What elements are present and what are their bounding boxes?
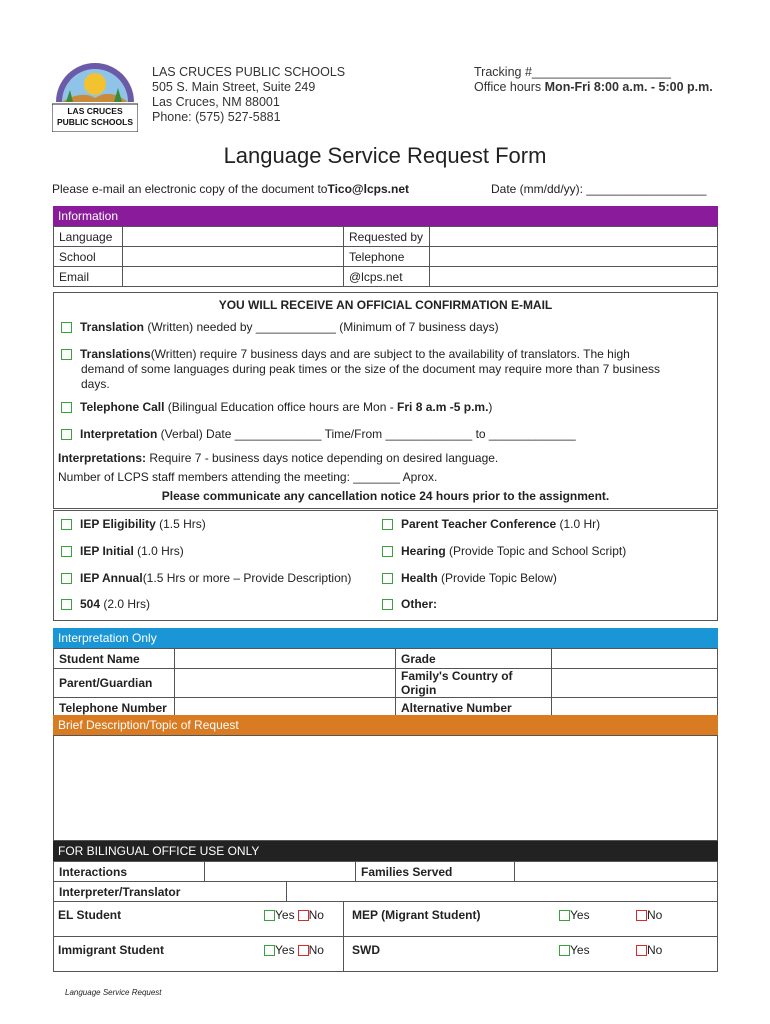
interpretation-option[interactable]: Interpretation (Verbal) Date _____________ Time/From _____________ to _____________ (61, 427, 576, 442)
org-phone: Phone: (575) 527-5881 (152, 110, 281, 124)
meeting-iep-eligibility[interactable]: IEP Eligibility (1.5 Hrs) (61, 517, 206, 532)
mep-yes-checkbox[interactable] (559, 910, 570, 921)
mep-label: MEP (Migrant Student) (352, 908, 481, 922)
immigrant-no-checkbox[interactable] (298, 945, 309, 956)
immigrant-label: Immigrant Student (58, 943, 165, 957)
school-field[interactable] (123, 247, 344, 267)
interpreter-field[interactable] (287, 882, 718, 902)
email-domain: @lcps.net (344, 267, 430, 287)
el-student-label: EL Student (58, 908, 122, 922)
iep-annual-checkbox[interactable] (61, 573, 72, 584)
swd-label: SWD (352, 943, 380, 957)
parent-label: Parent/Guardian (54, 669, 175, 698)
logo-text (52, 106, 138, 128)
staff-count-line[interactable]: Number of LCPS staff members attending the meeting: _______ Aprox. (58, 470, 438, 484)
meeting-other[interactable]: Other: (382, 597, 437, 612)
translation-option[interactable]: Translation (Written) needed by ____________ (Minimum of 7 business days) (61, 320, 499, 335)
swd-no-option[interactable]: No (636, 943, 662, 958)
tracking-block (474, 65, 713, 95)
immigrant-yes-checkbox[interactable] (264, 945, 275, 956)
interpretation-checkbox[interactable] (61, 429, 72, 440)
health-checkbox[interactable] (382, 573, 393, 584)
interpreter-label: Interpreter/Translator (54, 882, 287, 902)
parent-teacher-checkbox[interactable] (382, 519, 393, 530)
office-use-table (53, 861, 718, 882)
translations-checkbox[interactable] (61, 349, 72, 360)
interpretation-note: Interpretations: Require 7 - business days notice depending on desired language. (58, 451, 499, 465)
el-student-options[interactable]: Yes No (264, 908, 324, 923)
brief-description-band: Brief Description/Topic of Request (53, 715, 718, 735)
telephone-call-option[interactable]: Telephone Call (Bilingual Education office hours are Mon - Fri 8 a.m -5 p.m.) (61, 400, 492, 415)
meeting-health[interactable]: Health (Provide Topic Below) (382, 571, 557, 586)
requested-by-label: Requested by (344, 227, 430, 247)
translation-checkbox[interactable] (61, 322, 72, 333)
families-served-label: Families Served (356, 862, 515, 882)
families-served-field[interactable] (515, 862, 718, 882)
interpretation-only-table (53, 648, 718, 718)
meeting-hearing[interactable]: Hearing (Provide Topic and School Script) (382, 544, 626, 559)
student-telephone-label: Telephone Number (54, 698, 175, 718)
email-instruction: Please e-mail an electronic copy of the document toTico@lcps.net (52, 182, 409, 196)
interpreter-row (53, 881, 718, 902)
language-field[interactable] (123, 227, 344, 247)
el-no-checkbox[interactable] (298, 910, 309, 921)
mep-no-option[interactable]: No (636, 908, 662, 923)
interactions-label: Interactions (54, 862, 205, 882)
school-label: School (54, 247, 123, 267)
office-hours: Office hours Mon-Fri 8:00 a.m. - 5:00 p.m. (474, 80, 713, 94)
information-table (53, 226, 718, 287)
email-link[interactable]: Tico@lcps.net (327, 182, 409, 196)
student-name-field[interactable] (175, 649, 396, 669)
brief-description-field[interactable] (53, 735, 718, 841)
org-name: LAS CRUCES PUBLIC SCHOOLS (152, 65, 346, 79)
swd-yes-checkbox[interactable] (559, 945, 570, 956)
office-use-band: FOR BILINGUAL OFFICE USE ONLY (53, 841, 718, 861)
address-line2: Las Cruces, NM 88001 (152, 95, 280, 109)
tracking-number[interactable]: Tracking #____________________ (474, 65, 671, 79)
immigrant-options[interactable]: Yes No (264, 943, 324, 958)
student-name-label: Student Name (54, 649, 175, 669)
form-title: Language Service Request Form (223, 143, 547, 168)
mep-no-checkbox[interactable] (636, 910, 647, 921)
swd-yes-option[interactable]: Yes (559, 943, 590, 958)
el-yes-checkbox[interactable] (264, 910, 275, 921)
telephone-field[interactable] (430, 247, 718, 267)
interactions-field[interactable] (205, 862, 356, 882)
grade-label: Grade (396, 649, 552, 669)
logo-text-line1: LAS CRUCES (67, 106, 123, 116)
office-status-divider-h (53, 936, 718, 937)
country-label: Family's Country of Origin (396, 669, 552, 698)
meeting-iep-annual[interactable]: IEP Annual(1.5 Hrs or more – Provide Description) (61, 571, 351, 586)
translations-text-line2: demand of some languages during peak times or the size of the document may require more than 7 business (81, 362, 660, 376)
translations-text-line3: days. (81, 377, 110, 391)
email-extra-field[interactable] (430, 267, 718, 287)
email-label: Email (54, 267, 123, 287)
date-field[interactable]: Date (mm/dd/yy): __________________ (491, 182, 707, 196)
telephone-label: Telephone (344, 247, 430, 267)
cancellation-notice: Please communicate any cancellation notice 24 hours prior to the assignment. (161, 489, 610, 503)
logo-text-line2: PUBLIC SCHOOLS (56, 117, 134, 127)
country-field[interactable] (552, 669, 718, 698)
other-checkbox[interactable] (382, 599, 393, 610)
translations-option[interactable]: Translations(Written) require 7 business days and are subject to the availability of translators. The high (61, 347, 711, 362)
language-label: Language (54, 227, 123, 247)
swd-no-checkbox[interactable] (636, 945, 647, 956)
parent-field[interactable] (175, 669, 396, 698)
org-address (152, 65, 345, 125)
meeting-iep-initial[interactable]: IEP Initial (1.0 Hrs) (61, 544, 184, 559)
grade-field[interactable] (552, 649, 718, 669)
hearing-checkbox[interactable] (382, 546, 393, 557)
meeting-parent-teacher[interactable]: Parent Teacher Conference (1.0 Hr) (382, 517, 600, 532)
504-checkbox[interactable] (61, 599, 72, 610)
footer-text: Language Service Request (65, 988, 162, 997)
mep-yes-option[interactable]: Yes (559, 908, 590, 923)
address-line1: 505 S. Main Street, Suite 249 (152, 80, 316, 94)
iep-eligibility-checkbox[interactable] (61, 519, 72, 530)
meeting-504[interactable]: 504 (2.0 Hrs) (61, 597, 150, 612)
email-field[interactable] (123, 267, 344, 287)
confirmation-notice: YOU WILL RECEIVE AN OFFICIAL CONFIRMATION E-MAIL (218, 298, 553, 312)
interpretation-only-band: Interpretation Only (53, 628, 718, 648)
telephone-call-checkbox[interactable] (61, 402, 72, 413)
iep-initial-checkbox[interactable] (61, 546, 72, 557)
information-band: Information (53, 206, 718, 226)
alt-number-label: Alternative Number (396, 698, 552, 718)
requested-by-field[interactable] (430, 227, 718, 247)
